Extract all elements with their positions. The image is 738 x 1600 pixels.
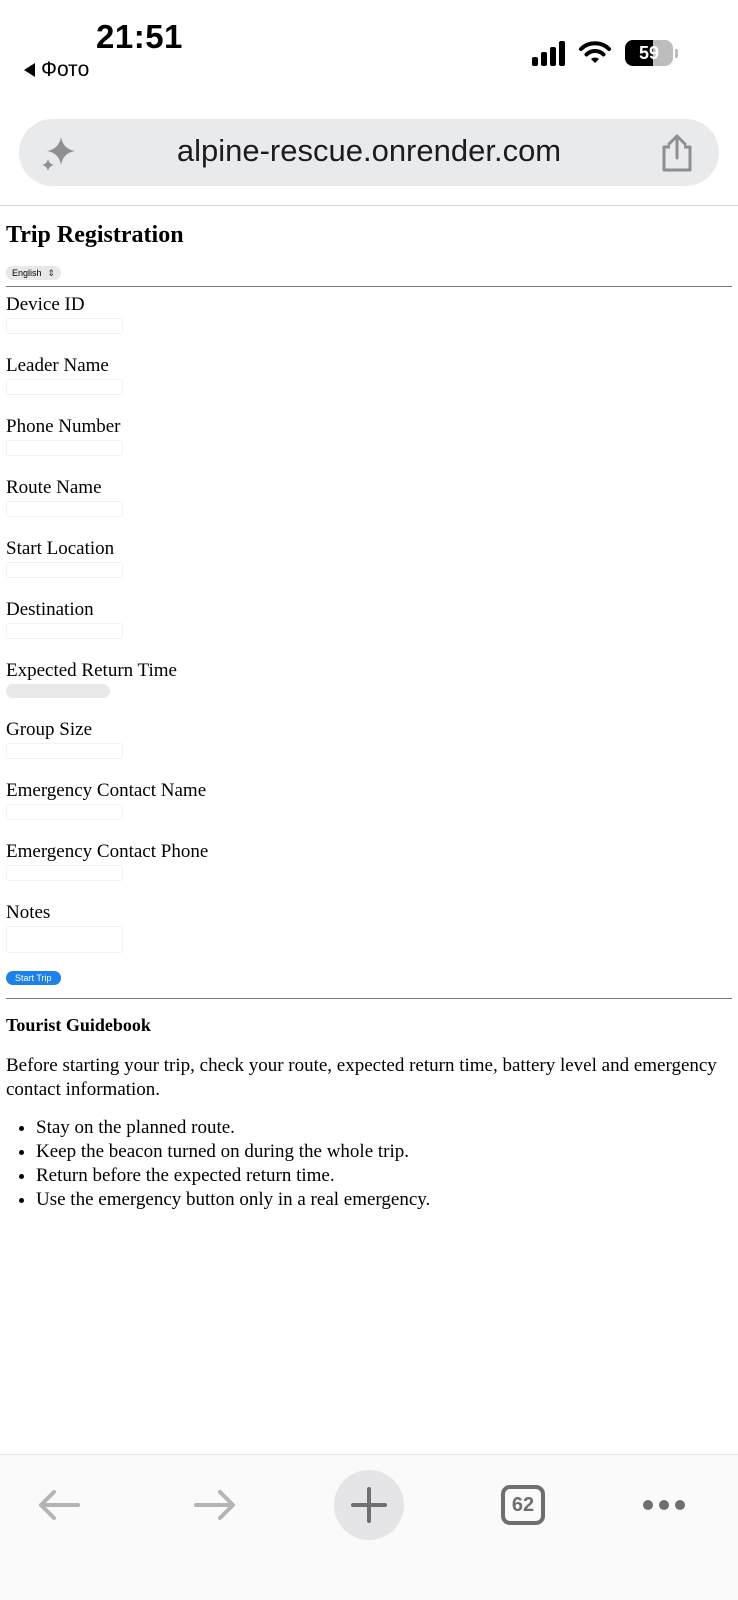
field-label: Destination [6,599,94,620]
list-item: • Keep the beacon turned on during the whole trip. [36,1140,732,1164]
battery-percent: 59 [638,43,660,63]
tabs-icon: 62 [501,1485,545,1525]
tabs-button[interactable] [488,1470,558,1540]
field-phone-number [6,409,732,456]
chevron-updown-icon: ⇕ [47,267,56,278]
list-item: • Stay on the planned route. [36,1116,732,1140]
field-group-size [6,712,732,759]
address-bar-divider [0,205,738,206]
field-expected-return-time [6,653,732,698]
new-tab-button[interactable] [334,1470,404,1540]
list-item: • Return before the expected return time. [36,1164,732,1188]
page-content [6,212,732,1212]
field-label: Route Name [6,477,102,498]
browser-toolbar [0,1455,738,1600]
wifi-icon [579,41,611,65]
back-arrow-icon [36,1487,82,1523]
page-title: Trip Registration [6,222,184,248]
field-label: Start Location [6,538,115,559]
back-to-app-link[interactable] [24,58,89,82]
back-to-app-label: Фото [41,58,90,81]
field-label: Device ID [6,294,85,315]
emergency-contact-name-input[interactable] [6,804,123,820]
field-route-name [6,470,732,517]
route-name-input[interactable] [6,501,123,517]
field-emergency-contact-phone [6,834,732,881]
share-icon[interactable] [659,133,695,173]
section-divider [6,998,732,999]
forward-arrow-icon [192,1487,238,1523]
address-bar[interactable] [19,119,719,186]
field-emergency-contact-name [6,773,732,820]
field-label: Emergency Contact Phone [6,841,209,862]
status-time: 21:51 [96,18,183,55]
battery-cap [675,49,678,58]
status-icons [532,40,678,66]
emergency-contact-phone-input[interactable] [6,865,123,881]
field-label: Leader Name [6,355,109,376]
back-triangle-icon [24,63,35,77]
start-location-input[interactable] [6,562,123,578]
field-destination [6,592,732,639]
notes-textarea[interactable] [6,926,123,953]
plus-icon [351,1487,387,1523]
back-button[interactable] [24,1470,94,1540]
language-select-value: English [12,268,42,278]
field-start-location [6,531,732,578]
guidebook-list [6,1116,732,1212]
phone-number-input[interactable] [6,440,123,456]
signal-icon [532,40,565,66]
guidebook-title: Tourist Guidebook [6,1015,151,1035]
url-text[interactable]: alpine-rescue.onrender.com [176,133,562,168]
field-leader-name [6,348,732,395]
battery-icon [625,40,673,66]
language-select[interactable] [6,266,61,280]
group-size-input[interactable] [6,743,123,759]
field-device-id [6,287,732,334]
field-label: Emergency Contact Name [6,780,207,801]
field-label: Expected Return Time [6,660,177,681]
start-trip-button[interactable]: Start Trip [6,971,61,985]
more-button[interactable] [629,1470,699,1540]
list-item: • Use the emergency button only in a real emergency. [36,1188,732,1212]
leader-name-input[interactable] [6,379,123,395]
field-label: Notes [6,902,51,923]
forward-button[interactable] [180,1470,250,1540]
device-id-input[interactable] [6,318,123,334]
field-label: Group Size [6,719,93,740]
expected-return-time-input[interactable] [6,684,110,698]
more-icon [642,1499,686,1511]
guidebook-intro: Before starting your trip, check your route, expected return time, battery level and emergency contact information. [6,1055,717,1100]
field-notes [6,895,732,953]
destination-input[interactable] [6,623,123,639]
field-label: Phone Number [6,416,121,437]
